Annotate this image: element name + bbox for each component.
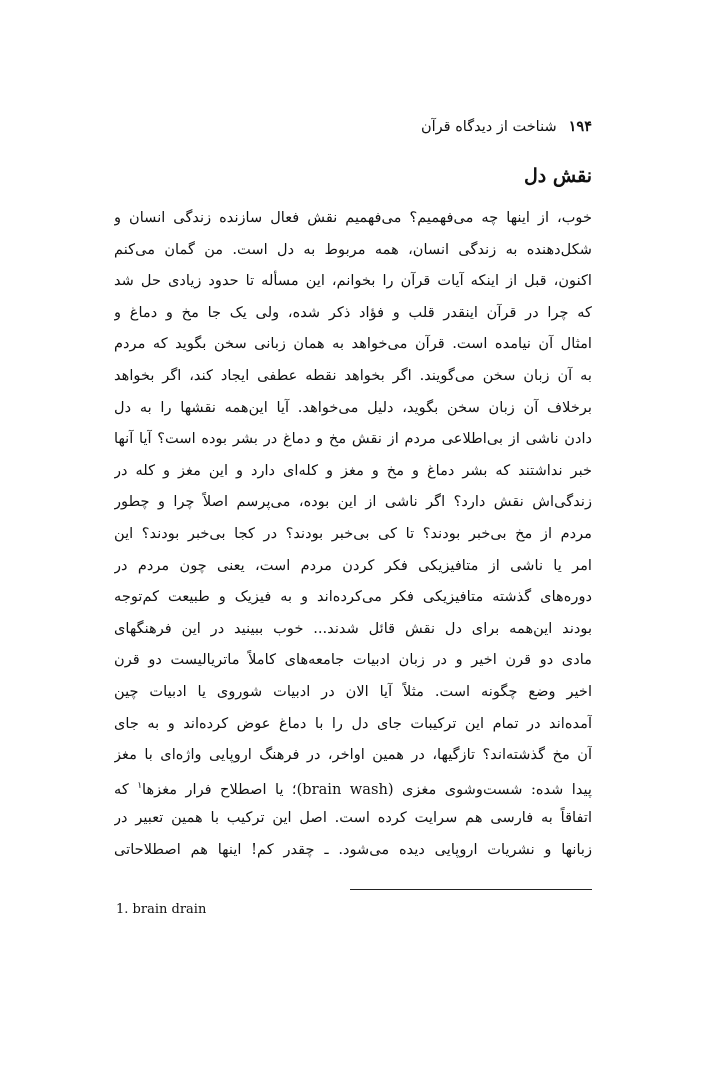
body-line: برخلاف آن زبان سخن بگوید، دلیل می‌خواهد. آیا این‌همه نقشها را به دل [114,398,592,416]
running-title: شناخت از دیدگاه قرآن [420,119,557,135]
line-segment: پیدا شده: شست‌وشوی مغزی ( [387,780,592,798]
body-line: اکنون، قبل از اینکه آیات قرآن را بخوانم، این مسأله تا حدود زیادی حل شد [114,272,592,290]
body-line: مادی دو قرن اخیر و در زبان ادبیات جامعه‌های کاملاً ماتریالیست دو قرن [114,651,592,669]
running-header [421,118,592,135]
body-line: آن مخ گذشته‌اند؟ تازگیها، در همین اواخر، در فرهنگ اروپایی واژه‌ای با مغز [114,746,592,764]
footnote-text: brain drain [132,902,207,917]
body-line: آمده‌اند در تمام این ترکیبات جای دل را با دماغ عوض کرده‌اند و به جای [114,714,592,732]
body-line: بودند این‌همه برای دل نقش قائل شدند... خوب ببینید در این فرهنگهای [114,619,592,637]
body-line: خبر نداشتند که بشر دماغ و مخ و مغز و کله‌ای دارد و این مغز و کله در [114,461,592,479]
body-line: اتفاقاً به فارسی هم سرایت کرده است. اصل این ترکیب با همین تعبیر در [114,809,592,827]
body-line-with-term [114,771,592,803]
body-text [114,202,592,865]
body-line: به آن زبان سخن می‌گویند. اگر بخواهد نقطه عطفی ایجاد کند، اگر بخواهد [114,366,592,384]
page-number: ۱۹۴ [568,118,592,135]
footnote [116,902,206,917]
line-segment: که [114,780,138,798]
body-line: شکل‌دهنده به زندگی انسان، همه مربوط به دل است. من گمان می‌کنم [114,240,592,258]
body-line: امثال آن نیامده است. قرآن می‌خواهد به همان زبانی سخن بگوید که مردم [114,335,592,353]
english-term: brain wash [302,780,388,798]
body-line: دادن ناشی از بی‌اطلاعی مردم از نقش مخ و دماغ در بشر بوده است؟ آیا آنها [114,430,592,448]
body-line: امر یا ناشی از متافیزیکی فکر کردن مردم است، یعنی چون مردم در [114,556,592,574]
body-line: اخیر وضع چگونه است. مثلاً آیا الان در ادبیات شوروی یا ادبیات چین [114,682,592,700]
footnote-reference[interactable]: ۱ [137,780,143,791]
body-line: دوره‌های گذشته متافیزیکی فکر می‌کرده‌اند و به فیزیک و طبیعت کم‌توجه [114,588,592,606]
body-line: مردم از مخ بی‌خبر بودند؟ تا کی بی‌خبر بودند؟ در کجا بی‌خبر بودند؟ این [114,524,592,542]
body-line: زبانها و نشریات اروپایی دیده می‌شود. ـ چقدر کم! اینها هم اصطلاحاتی [114,840,592,858]
body-line: زندگی‌اش نقش دارد؟ اگر ناشی از این بوده، می‌پرسم اصلاً چرا و چطور [114,493,592,511]
body-line: خوب، از اینها چه می‌فهمیم؟ می‌فهمیم نقش فعال سازنده زندگی انسان و [114,209,592,226]
footnote-number: 1. [116,902,129,917]
line-segment: )؛ یا اصطلاح فرار مغزها [142,780,303,798]
section-title: نقش دل [523,165,592,187]
body-line: که چرا در قرآن اینقدر قلب و فؤاد ذکر شده، ولی یک جا مخ و دماغ و [114,303,592,321]
footnote-divider [350,889,592,890]
